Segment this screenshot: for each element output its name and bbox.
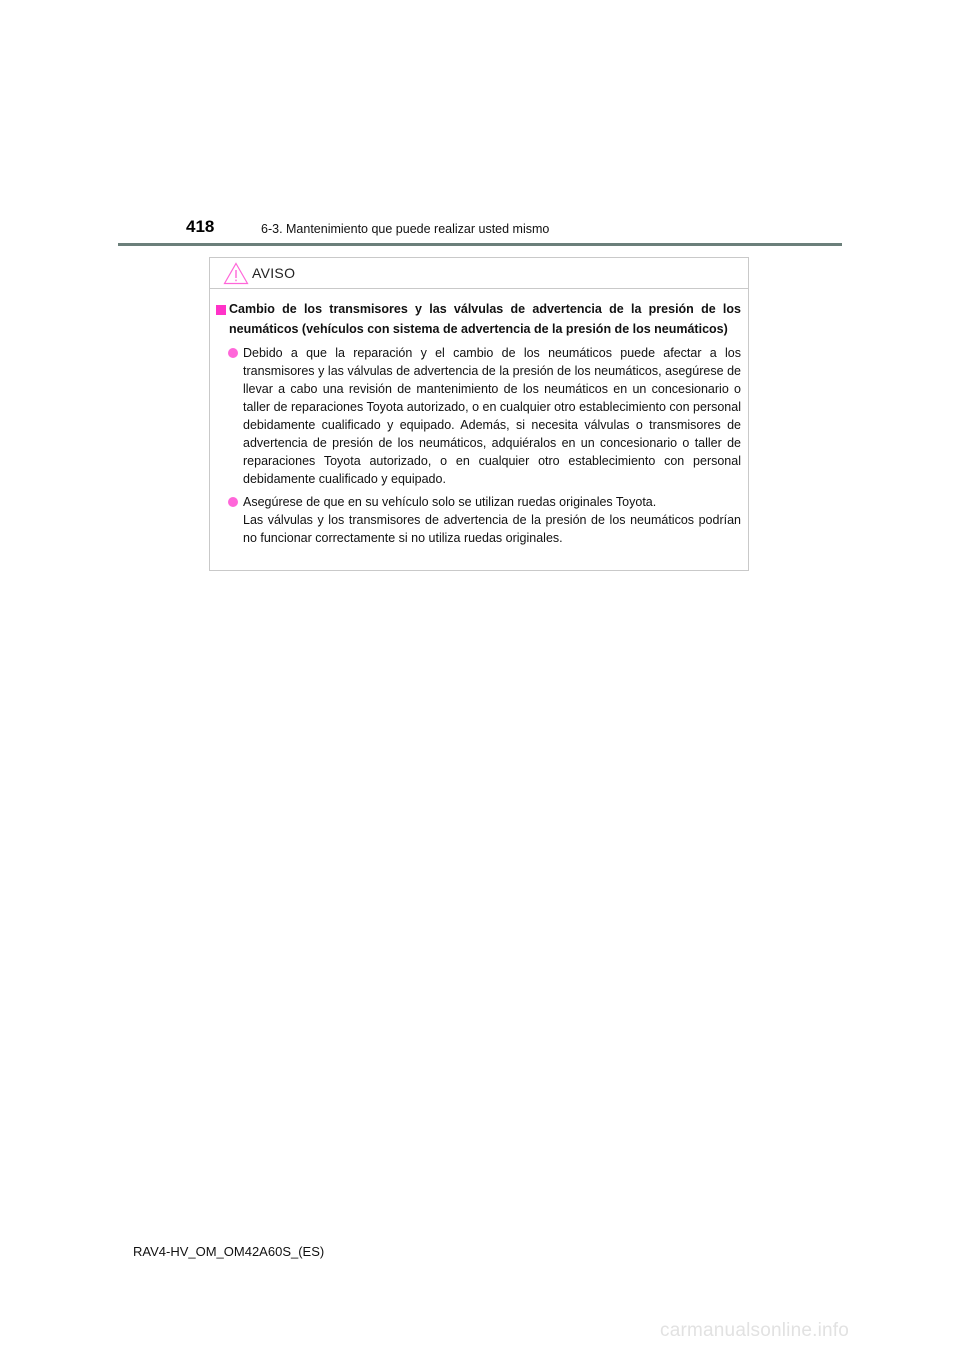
list-item-text: Asegúrese de que en su vehículo solo se utilizan ruedas originales Toyota. (243, 495, 657, 509)
list-item (210, 493, 748, 547)
square-bullet-icon (216, 305, 226, 315)
list-item (210, 344, 748, 488)
warning-header (210, 258, 748, 289)
warning-topic (210, 300, 748, 339)
warning-box (209, 257, 749, 571)
page-number: 418 (186, 217, 215, 236)
warning-topic-text: Cambio de los transmisores y las válvulas de advertencia de la presión de los neumáticos (vehículos con sistema de advertencia de la presión de los neumáticos) (229, 302, 741, 336)
list-item-text: Debido a que la reparación y el cambio de los neumáticos puede afectar a los transmisores y las válvulas de advertencia de la presión de los neumáticos, asegúrese de llevar a cabo una revisión de mantenimiento de los neumáticos en un concesionario o taller de reparaciones Toyota autorizado, o en cualquier otro establecimiento con personal debidamente cualificado y equipado. Además, si necesita válvulas o transmisores de advertencia de presión de los neumáticos, adquiéralos en un concesionario o taller de reparaciones Toyota autorizado, o en cualquier otro establecimiento con personal debidamente cualificado y equipado. (243, 346, 741, 486)
list-item-text: Las válvulas y los transmisores de advertencia de la presión de los neumáticos podrían no funcionar correctamente si no utiliza ruedas originales. (243, 513, 741, 545)
header-rule (118, 243, 842, 246)
section-title: 6-3. Mantenimiento que puede realizar usted mismo (261, 222, 550, 236)
warning-body (210, 300, 748, 547)
warning-label: AVISO (252, 265, 296, 281)
page-header (118, 214, 842, 246)
document-code: RAV4-HV_OM_OM42A60S_(ES) (133, 1244, 325, 1259)
circle-bullet-icon (228, 348, 238, 358)
circle-bullet-icon (228, 497, 238, 507)
warning-triangle-icon (223, 262, 249, 285)
watermark: carmanualsonline.info (660, 1320, 850, 1341)
